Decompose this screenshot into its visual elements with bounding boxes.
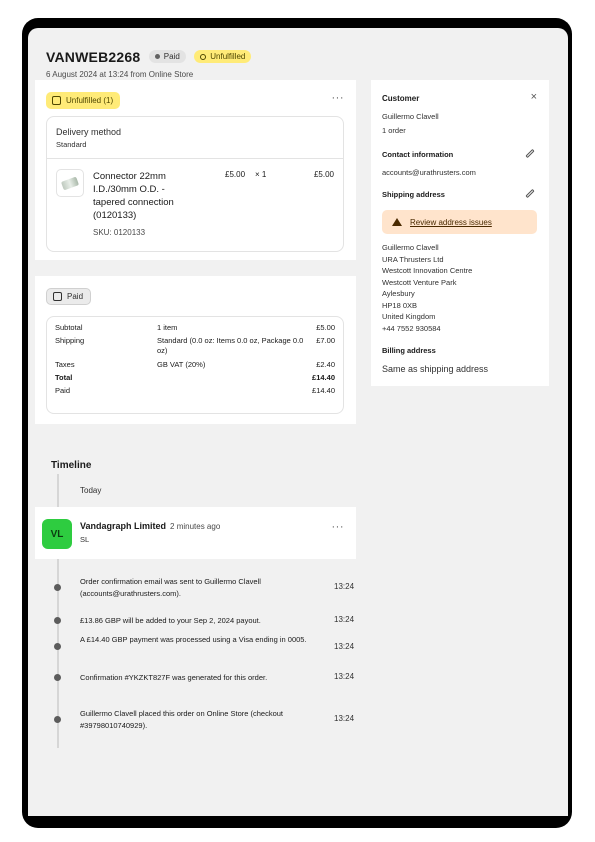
address-line: +44 7552 930584 <box>382 323 441 333</box>
event-text[interactable]: £13.86 GBP will be added to your Sep 2, 2024 payout. <box>80 616 261 625</box>
ring-icon <box>200 54 206 60</box>
event-text[interactable]: A £14.40 GBP payment was processed using a Visa ending in 0005. <box>80 635 307 644</box>
event-dot <box>54 617 61 624</box>
receipt-check-icon <box>53 292 62 301</box>
order-id: VANWEB2268 <box>46 48 141 65</box>
payment-row-paid <box>55 386 335 399</box>
close-icon[interactable]: × <box>530 91 537 103</box>
connector-image <box>61 176 79 190</box>
customer-order-count[interactable]: 1 order <box>382 126 406 135</box>
payment-row-detail: 1 item <box>157 323 178 332</box>
comment-time: 2 minutes ago <box>170 522 221 531</box>
shipping-heading: Shipping address <box>382 190 445 199</box>
comment-more-button[interactable]: ··· <box>331 521 344 533</box>
payment-row-amount: £2.40 <box>316 360 335 369</box>
dot-icon <box>155 54 160 59</box>
payment-status-label: Paid <box>163 52 180 62</box>
address-line: United Kingdom <box>382 312 436 321</box>
customer-email-link[interactable]: accounts@urathrusters.com <box>382 168 476 177</box>
payment-row-taxes <box>55 360 335 373</box>
timeline-title: Timeline <box>51 460 92 471</box>
customer-heading: Customer <box>382 94 420 103</box>
comment-author: Vandagraph Limited <box>80 521 167 531</box>
order-header <box>46 48 251 79</box>
event-dot <box>54 643 61 650</box>
payment-row-amount: £14.40 <box>312 373 335 382</box>
edit-contact-icon[interactable] <box>525 149 534 158</box>
delivery-method <box>47 117 343 159</box>
payment-row-label: Shipping <box>55 336 85 345</box>
package-icon <box>52 96 61 105</box>
customer-card <box>371 80 549 386</box>
payment-row-label: Subtotal <box>55 323 83 332</box>
payment-row-amount: £5.00 <box>316 323 335 332</box>
payment-row-label: Total <box>55 373 73 382</box>
unfulfilled-chip-label: Unfulfilled (1) <box>66 96 114 105</box>
comment-header <box>80 521 220 531</box>
address-warning-banner <box>382 210 537 234</box>
payment-row-detail: GB VAT (20%) <box>157 360 206 369</box>
billing-value: Same as shipping address <box>382 364 489 374</box>
timeline-comment <box>35 507 356 559</box>
payment-card <box>35 276 356 424</box>
payment-row-detail: Standard (0.0 oz: Items 0.0 oz, Package 0.0 oz) <box>157 336 304 355</box>
shipping-address <box>382 242 472 334</box>
paid-chip <box>46 288 91 305</box>
address-line: Guillermo Clavell <box>382 243 439 252</box>
payment-row-shipping <box>55 336 335 360</box>
delivery-method-title: Delivery method <box>56 127 122 137</box>
avatar: VL <box>42 519 72 549</box>
product-thumbnail[interactable] <box>56 169 84 197</box>
unit-price: £5.00 <box>225 170 246 179</box>
event-dot <box>54 674 61 681</box>
line-item <box>47 159 343 251</box>
event-text[interactable]: Guillermo Clavell placed this order on Online Store (checkout #39798010740929). <box>80 709 284 730</box>
customer-name-link[interactable]: Guillermo Clavell <box>382 112 439 121</box>
event-time: 13:24 <box>334 615 355 624</box>
fulfillment-status-label: Unfulfilled <box>210 52 246 62</box>
payment-row-amount: £7.00 <box>316 336 335 345</box>
line-total: £5.00 <box>313 170 334 179</box>
event-time: 13:24 <box>334 642 355 651</box>
timeline-date-group: Today <box>80 486 102 495</box>
more-actions-button[interactable]: ··· <box>331 92 344 104</box>
address-line: Westcott Innovation Centre <box>382 266 473 275</box>
payment-status-badge <box>149 50 186 63</box>
product-sku: SKU: 0120133 <box>93 228 146 237</box>
quantity: × 1 <box>255 170 267 179</box>
event-dot <box>54 584 61 591</box>
payment-summary <box>46 316 344 414</box>
event-time: 13:24 <box>334 582 355 591</box>
payment-row-amount: £14.40 <box>312 386 335 395</box>
warning-icon <box>392 218 402 226</box>
order-subtitle: 6 August 2024 at 13:24 from Online Store <box>46 70 194 79</box>
paid-chip-label: Paid <box>67 292 84 301</box>
event-dot <box>54 716 61 723</box>
event-time: 13:24 <box>334 714 355 723</box>
payment-row-total <box>55 373 335 386</box>
contact-heading: Contact information <box>382 150 454 159</box>
address-line: Westcott Venture Park <box>382 277 457 287</box>
payment-row-subtotal <box>55 323 335 336</box>
comment-message: SL <box>80 535 90 544</box>
event-time: 13:24 <box>334 672 355 681</box>
payment-row-label: Taxes <box>55 360 75 369</box>
payment-row-label: Paid <box>55 386 71 395</box>
fulfillment-box <box>46 116 344 252</box>
edit-shipping-icon[interactable] <box>525 189 534 198</box>
review-address-link[interactable]: Review address issues <box>410 217 492 227</box>
address-line: URA Thrusters Ltd <box>382 254 444 264</box>
delivery-method-value: Standard <box>56 140 87 149</box>
fulfillment-card <box>35 80 356 260</box>
event-text[interactable]: Order confirmation email was sent to Guillermo Clavell (accounts@urathrusters.com). <box>80 577 261 598</box>
address-line: HP18 0XB <box>382 300 418 310</box>
fulfillment-status-badge <box>194 50 251 63</box>
order-page <box>28 28 568 816</box>
address-line: Aylesbury <box>382 289 415 298</box>
event-text[interactable]: Confirmation #YKZKT827F was generated for this order. <box>80 673 268 682</box>
billing-heading: Billing address <box>382 346 436 355</box>
product-name-link[interactable]: Connector 22mm I.D./30mm O.D. - tapered connection (0120133) <box>93 171 174 221</box>
unfulfilled-chip <box>46 92 120 109</box>
